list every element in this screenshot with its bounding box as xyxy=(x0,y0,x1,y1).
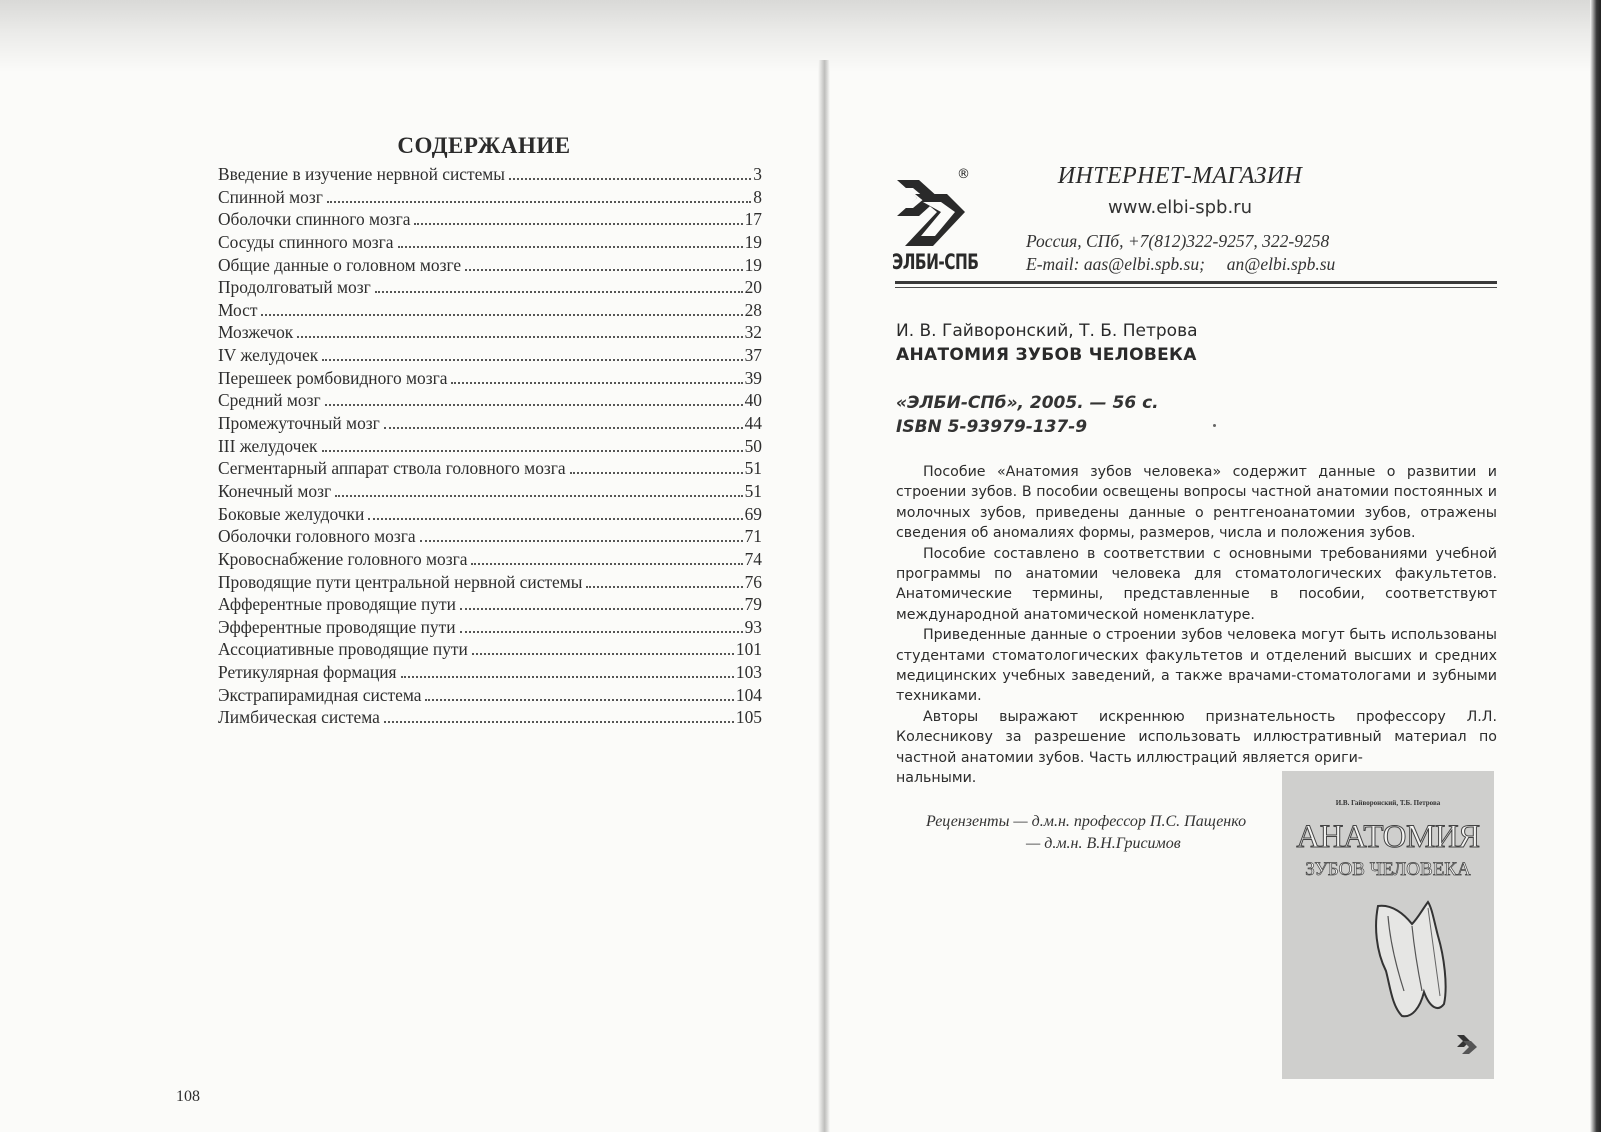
toc-leader-dots xyxy=(322,450,743,452)
toc-entry-page: 32 xyxy=(744,322,762,343)
toc-leader-dots xyxy=(261,314,742,316)
publisher-line: «ЭЛБИ-СПб», 2005. — 56 с. xyxy=(896,393,1159,413)
reviewers xyxy=(926,811,1246,855)
toc-leader-dots xyxy=(425,699,733,701)
book-cover-image xyxy=(1282,771,1494,1079)
toc-leader-dots xyxy=(384,721,734,723)
toc-entry-page: 69 xyxy=(744,503,762,524)
divider-thick xyxy=(895,281,1497,284)
toc-entry-page: 105 xyxy=(735,707,762,728)
toc-entry-page: 101 xyxy=(735,639,762,660)
toc-entry-page: 71 xyxy=(744,526,762,547)
toc-leader-dots xyxy=(472,653,734,655)
toc-leader-dots xyxy=(368,518,742,520)
toc-leader-dots xyxy=(414,223,742,225)
toc-entry-page: 51 xyxy=(744,458,762,479)
toc-entry-page: 20 xyxy=(744,277,762,298)
toc-entry-label: Общие данные о головном мозге xyxy=(218,254,462,275)
reviewer-1: Рецензенты — д.м.н. профессор П.С. Пащенко xyxy=(926,813,1247,830)
toc-entry xyxy=(218,616,762,639)
toc-entry xyxy=(218,503,762,526)
toc-entry-page: 19 xyxy=(744,231,762,252)
toc-entry-page: 28 xyxy=(744,299,762,320)
cover-authors: И.В. Гайворонский, Т.Б. Петрова xyxy=(1335,799,1441,807)
toc-entry xyxy=(218,231,762,254)
toc-entry-label: Афферентные проводящие пути xyxy=(218,594,456,615)
toc-leader-dots xyxy=(327,201,751,203)
toc-entry-label: Лимбическая система xyxy=(218,707,380,728)
isbn: ISBN 5-93979-137-9 xyxy=(896,417,1088,437)
toc-leader-dots xyxy=(460,631,743,633)
toc-entry xyxy=(218,525,762,548)
toc-entry xyxy=(218,638,762,661)
toc-entry-label: Оболочки головного мозга xyxy=(218,526,416,547)
description-paragraph: Приведенные данные о строении зубов человека могут быть использованы студентами стоматологических факультетов и отделений высших и средних медицинских учебных заведений, а также врачами-стоматологами и зубными техниками. xyxy=(896,627,1497,705)
toc-entry xyxy=(218,276,762,299)
toc-leader-dots xyxy=(335,495,742,497)
toc-leader-dots xyxy=(322,359,742,361)
toc-entry-page: 3 xyxy=(753,164,762,184)
toc-entry xyxy=(218,571,762,594)
toc-leader-dots xyxy=(384,427,743,429)
toc-entry-label: Перешеек ромбовидного мозга xyxy=(218,367,448,388)
shop-contact xyxy=(1026,230,1335,276)
toc-entry-label: Продолговатый мозг xyxy=(218,277,371,298)
toc-entry-page: 19 xyxy=(744,254,762,275)
scan-shadow xyxy=(0,0,1601,72)
shop-url: www.elbi-spb.ru xyxy=(1108,197,1252,218)
logo-text: ЭЛБИ-СПБ xyxy=(892,250,979,275)
toc-entry-label: Промежуточный мозг xyxy=(218,413,380,434)
toc-leader-dots xyxy=(465,269,742,271)
page-number: 108 xyxy=(176,1088,200,1105)
toc-entry-page: 40 xyxy=(744,390,762,411)
toc-entry-page: 17 xyxy=(744,209,762,230)
toc-entry-page: 50 xyxy=(744,435,762,456)
scan-edge xyxy=(1590,0,1601,1132)
toc-entry xyxy=(218,163,762,186)
toc-entry xyxy=(218,706,762,729)
toc-entry-label: Проводящие пути центральной нервной системы xyxy=(218,571,583,592)
toc-entry-label: Ассоциативные проводящие пути xyxy=(218,639,468,660)
toc-entry-label: Мозжечок xyxy=(218,322,294,343)
book-gutter xyxy=(818,60,830,1132)
toc-title: СОДЕРЖАНИЕ xyxy=(397,133,571,158)
toc-leader-dots xyxy=(471,563,742,565)
shop-title: ИНТЕРНЕТ-МАГАЗИН xyxy=(1057,163,1303,189)
toc-entry-page: 103 xyxy=(735,662,762,683)
toc-entry xyxy=(218,367,762,390)
toc-entry xyxy=(218,412,762,435)
description-paragraph: Пособие составлено в соответствии с основными требованиями учебной программы по анатомии человека для стоматологических факультетов. Анатомические термины, представленные в пособии, соответствуют международной анатомической номенклатуре. xyxy=(896,545,1497,623)
toc-entry-label: Средний мозг xyxy=(218,390,321,411)
toc-entry-page: 104 xyxy=(735,684,762,705)
toc-leader-dots xyxy=(586,586,742,588)
toc-entry xyxy=(218,389,762,412)
toc-entry xyxy=(218,593,762,616)
acknowledgement-end: нальными. xyxy=(896,770,977,787)
toc-entry-label: Введение в изучение нервной системы xyxy=(218,164,505,184)
contact-email: E-mail: aas@elbi.spb.su; an@elbi.spb.su xyxy=(1026,254,1336,274)
toc-entry-label: Спинной мозг xyxy=(218,186,323,207)
book-description xyxy=(896,462,1497,789)
toc-entry xyxy=(218,186,762,209)
toc-entry xyxy=(218,344,762,367)
description-paragraph: Пособие «Анатомия зубов человека» содержит данные о развитии и строении зубов. В пособии освещены вопросы частной анатомии постоянных и молочных зубов, приведены данные о рентгеноанатомии зубов, отражены сведения об аномалиях формы, размеров, числа и положения зубов. xyxy=(896,464,1497,542)
toc-entry-page: 93 xyxy=(744,616,762,637)
toc-entry xyxy=(218,480,762,503)
toc-entry-page: 74 xyxy=(744,548,762,569)
acknowledgement xyxy=(896,707,1497,768)
toc-leader-dots xyxy=(420,540,743,542)
tooth-illustration-icon xyxy=(1368,896,1454,1021)
toc-entry-label: Сосуды спинного мозга xyxy=(218,231,394,252)
toc-entry-label: Ретикулярная формация xyxy=(218,662,397,683)
toc-entry-page: 51 xyxy=(744,480,762,501)
toc-entry-label: Кровоснабжение головного мозга xyxy=(218,548,468,569)
book-authors: И. В. Гайворонский, Т. Б. Петрова xyxy=(896,321,1198,341)
registered-mark: ® xyxy=(957,167,970,182)
toc-entry xyxy=(218,254,762,277)
toc-leader-dots xyxy=(398,246,743,248)
toc-entry xyxy=(218,548,762,571)
toc-entry xyxy=(218,299,762,322)
toc-entry-label: Экстрапирамидная система xyxy=(218,684,422,705)
cover-title: АНАТОМИЯ xyxy=(1296,819,1480,855)
toc-entry-page: 76 xyxy=(744,571,762,592)
toc-leader-dots xyxy=(401,676,734,678)
toc-entry-page: 39 xyxy=(744,367,762,388)
toc-entry xyxy=(218,661,762,684)
scan-speck xyxy=(1213,424,1216,427)
toc-entry-label: IV желудочек xyxy=(218,345,319,366)
toc-entry-label: Боковые желудочки xyxy=(218,503,365,524)
toc-leader-dots xyxy=(451,382,742,384)
cover-subtitle: ЗУБОВ ЧЕЛОВЕКА xyxy=(1305,859,1471,880)
reviewer-2: — д.м.н. В.Н.Грисимов xyxy=(926,835,1181,852)
table-of-contents xyxy=(218,163,762,729)
toc-entry-page: 8 xyxy=(753,186,762,207)
toc-entry-label: Оболочки спинного мозга xyxy=(218,209,411,230)
acknowledgement-text: Авторы выражают искреннюю признательность профессору Л.Л. Колесникову за разрешение использовать иллюстративный материал по частной анатомии зубов. Часть иллюстраций является ориги- xyxy=(896,708,1497,766)
toc-entry xyxy=(218,208,762,231)
book-title: АНАТОМИЯ ЗУБОВ ЧЕЛОВЕКА xyxy=(896,345,1197,365)
divider-thin xyxy=(895,287,1497,288)
toc-entry-page: 79 xyxy=(744,594,762,615)
toc-leader-dots xyxy=(375,291,743,293)
toc-leader-dots xyxy=(325,404,743,406)
toc-entry-label: Мост xyxy=(218,299,258,320)
toc-entry xyxy=(218,684,762,707)
toc-entry-page: 37 xyxy=(744,345,762,366)
toc-entry xyxy=(218,321,762,344)
toc-entry-label: III желудочек xyxy=(218,435,318,456)
toc-entry xyxy=(218,457,762,480)
toc-entry-page: 44 xyxy=(744,413,762,434)
toc-leader-dots xyxy=(297,336,742,338)
toc-entry-label: Конечный мозг xyxy=(218,480,332,501)
contact-phone: Россия, СПб, +7(812)322-9257, 322-9258 xyxy=(1026,231,1330,251)
toc-leader-dots xyxy=(570,472,743,474)
toc-entry-label: Эфферентные проводящие пути xyxy=(218,616,456,637)
cover-logo-icon xyxy=(1456,1033,1478,1055)
toc-entry xyxy=(218,435,762,458)
toc-leader-dots xyxy=(509,178,751,180)
toc-leader-dots xyxy=(460,608,743,610)
toc-entry-label: Сегментарный аппарат ствола головного мозга xyxy=(218,458,566,479)
